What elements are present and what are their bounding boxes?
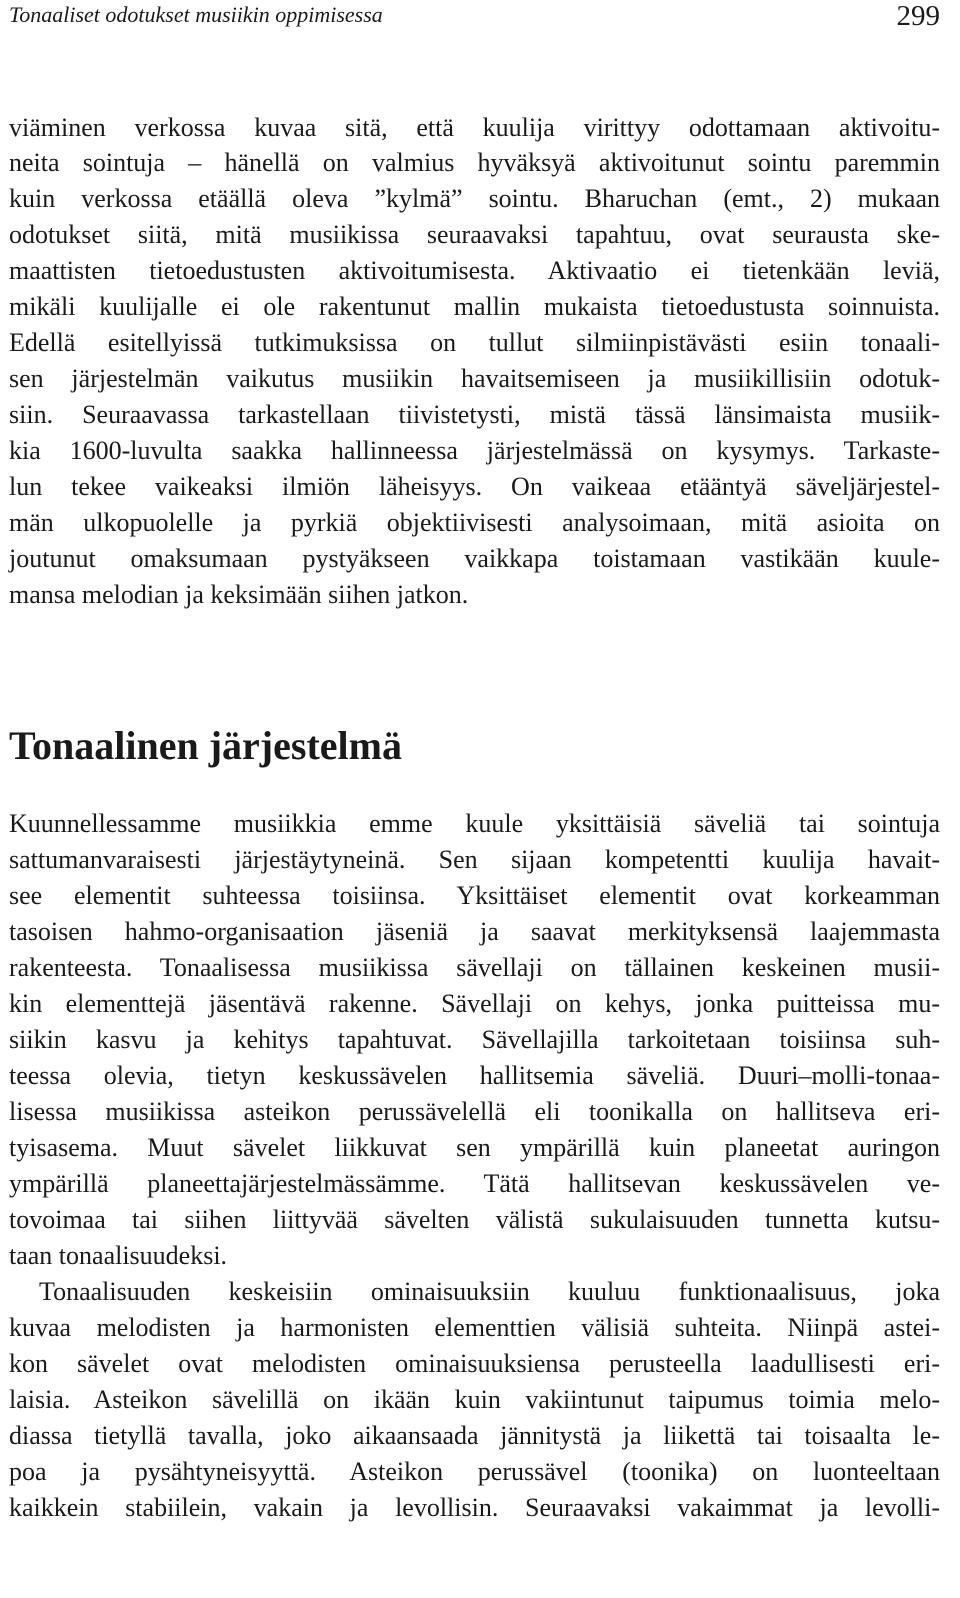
paragraph-line: Kuunnellessamme musiikkia emme kuule yksittäisiä säveliä tai sointuja [9,809,940,838]
paragraph-line: diassa tietyllä tavalla, joko aikaansaada jännitystä ja liikettä tai toisaalta le- [9,1421,940,1450]
paragraph-line: ympärillä planeettajärjestelmässämme. Tätä hallitsevan keskussävelen ve- [9,1169,940,1198]
paragraph-line: kia 1600-luvulta saakka hallinneessa järjestelmässä on kysymys. Tarkaste- [9,436,940,465]
paragraph-line: mansa melodian ja keksimään siihen jatkon. [9,580,469,609]
section-heading: Tonaalinen järjestelmä [9,723,402,768]
running-head [9,0,940,34]
paragraph-line: see elementit suhteessa toisiinsa. Yksittäiset elementit ovat korkeamman [9,881,940,910]
paragraph-line: tovoimaa tai siihen liittyvää sävelten välistä sukulaisuuden tunnetta kutsu- [9,1205,940,1234]
paragraph-line: joutunut omaksumaan pystyäkseen vaikkapa toistamaan vastikään kuule- [9,544,940,573]
paragraph-line: siikin kasvu ja kehitys tapahtuvat. Sävellajilla tarkoitetaan toisiinsa suh- [9,1025,940,1054]
paragraph-line: teessa olevia, tietyn keskussävelen hallitsemia säveliä. Duuri–molli-tonaa- [9,1061,940,1090]
paragraph-line: män ulkopuolelle ja pyrkiä objektiivisesti analysoimaan, mitä asioita on [9,508,940,537]
paragraph-line: taan tonaalisuudeksi. [9,1241,228,1270]
paragraph-line: odotukset siitä, mitä musiikissa seuraavaksi tapahtuu, ovat seurausta ske- [9,220,940,249]
paragraph-line: kon sävelet ovat melodisten ominaisuuksiensa perusteella laadullisesti eri- [9,1349,940,1378]
paragraph-line: kuvaa melodisten ja harmonisten elementtien välisiä suhteita. Niinpä astei- [9,1313,940,1342]
paragraph-line: Tonaalisuuden keskeisiin ominaisuuksiin kuuluu funktionaalisuus, joka [39,1277,940,1306]
paragraph-line: tyisasema. Muut sävelet liikkuvat sen ympärillä kuin planeetat auringon [9,1133,940,1162]
paragraph-line: poa ja pysähtyneisyyttä. Asteikon perussävel (toonika) on luonteeltaan [9,1457,940,1486]
paragraph-line: kuin verkossa etäällä oleva ”kylmä” sointu. Bharuchan (emt., 2) mukaan [9,184,940,213]
paragraph-line: kin elementtejä jäsentävä rakenne. Sävellaji on kehys, jonka puitteissa mu- [9,989,940,1018]
page-number: 299 [896,0,940,32]
paragraph-line: laisia. Asteikon sävelillä on ikään kuin vakiintunut taipumus toimia melo- [9,1385,940,1414]
paragraph-line: kaikkein stabiilein, vakain ja levollisin. Seuraavaksi vakaimmat ja levolli- [9,1493,940,1522]
paragraph-line: siin. Seuraavassa tarkastellaan tiivistetysti, mistä tässä länsimaista musiik- [9,400,940,429]
paragraph-line: lisessa musiikissa asteikon perussävelellä eli toonikalla on hallitseva eri- [9,1097,940,1126]
paragraph-line: mikäli kuulijalle ei ole rakentunut mallin mukaista tietoedustusta soinnuista. [9,292,940,321]
paragraph-line: tasoisen hahmo-organisaation jäseniä ja saavat merkityksensä laajemmasta [9,917,940,946]
running-title: Tonaaliset odotukset musiikin oppimisessa [9,2,383,27]
paragraph-line: sattumanvaraisesti järjestäytyneinä. Sen sijaan kompetentti kuulija havait- [9,845,940,874]
paragraph-line: Edellä esitellyissä tutkimuksissa on tullut silmiinpistävästi esiin tonaali- [9,328,940,357]
paragraph-line: maattisten tietoedustusten aktivoitumisesta. Aktivaatio ei tietenkään leviä, [9,256,940,285]
paragraph-line: lun tekee vaikeaksi ilmiön läheisyys. On vaikeaa etääntyä säveljärjestel- [9,472,940,501]
paragraph-line: neita sointuja – hänellä on valmius hyväksyä aktivoitunut sointu paremmin [9,148,940,177]
paragraph-line: rakenteesta. Tonaalisessa musiikissa sävellaji on tällainen keskeinen musii- [9,953,940,982]
paragraph-line: viäminen verkossa kuvaa sitä, että kuulija virittyy odottamaan aktivoitu- [9,113,940,142]
paragraph-line: sen järjestelmän vaikutus musiikin havaitsemiseen ja musiikillisiin odotuk- [9,364,940,393]
